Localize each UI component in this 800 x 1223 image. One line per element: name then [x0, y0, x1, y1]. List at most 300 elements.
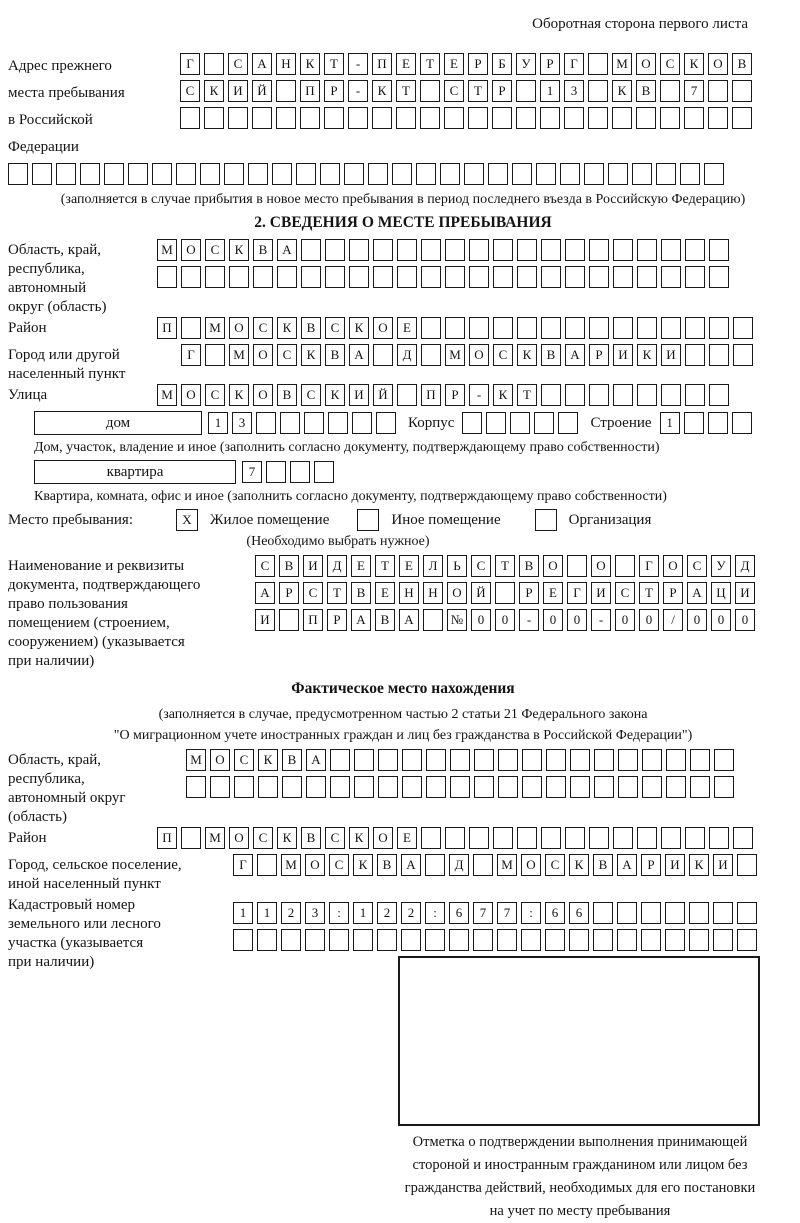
- char-box[interactable]: [104, 163, 124, 185]
- char-box[interactable]: [689, 902, 709, 924]
- char-box[interactable]: [589, 384, 609, 406]
- char-box[interactable]: [689, 929, 709, 951]
- char-box[interactable]: [32, 163, 52, 185]
- char-box[interactable]: [546, 749, 566, 771]
- char-box[interactable]: 0: [687, 609, 707, 631]
- char-box[interactable]: Е: [543, 582, 563, 604]
- char-box[interactable]: К: [349, 317, 369, 339]
- char-box[interactable]: [661, 827, 681, 849]
- char-box[interactable]: Е: [444, 53, 464, 75]
- char-box[interactable]: [252, 107, 272, 129]
- char-box[interactable]: О: [181, 384, 201, 406]
- char-box[interactable]: [661, 239, 681, 261]
- char-box[interactable]: [426, 776, 446, 798]
- char-box[interactable]: [445, 239, 465, 261]
- char-box[interactable]: [423, 609, 443, 631]
- char-box[interactable]: 7: [497, 902, 517, 924]
- char-box[interactable]: [685, 344, 705, 366]
- char-box[interactable]: С: [660, 53, 680, 75]
- char-box[interactable]: [516, 107, 536, 129]
- char-box[interactable]: [462, 412, 482, 434]
- char-box[interactable]: О: [305, 854, 325, 876]
- char-box[interactable]: С: [329, 854, 349, 876]
- char-box[interactable]: А: [401, 854, 421, 876]
- char-box[interactable]: [492, 107, 512, 129]
- char-box[interactable]: [421, 266, 441, 288]
- char-box[interactable]: [368, 163, 388, 185]
- char-box[interactable]: [344, 163, 364, 185]
- char-box[interactable]: [181, 317, 201, 339]
- char-box[interactable]: К: [277, 827, 297, 849]
- char-box[interactable]: [641, 929, 661, 951]
- char-box[interactable]: [493, 266, 513, 288]
- char-box[interactable]: К: [229, 384, 249, 406]
- char-box[interactable]: [402, 776, 422, 798]
- char-box[interactable]: [181, 266, 201, 288]
- char-box[interactable]: [474, 776, 494, 798]
- char-box[interactable]: [425, 929, 445, 951]
- char-box[interactable]: К: [637, 344, 657, 366]
- char-box[interactable]: Р: [589, 344, 609, 366]
- char-box[interactable]: [546, 776, 566, 798]
- char-box[interactable]: [690, 749, 710, 771]
- char-box[interactable]: -: [348, 53, 368, 75]
- char-box[interactable]: [558, 412, 578, 434]
- char-box[interactable]: [594, 749, 614, 771]
- char-box[interactable]: [656, 163, 676, 185]
- char-box[interactable]: [397, 239, 417, 261]
- char-box[interactable]: [510, 412, 530, 434]
- char-box[interactable]: [608, 163, 628, 185]
- char-box[interactable]: [685, 827, 705, 849]
- char-box[interactable]: [200, 163, 220, 185]
- char-box[interactable]: 2: [377, 902, 397, 924]
- char-box[interactable]: С: [255, 555, 275, 577]
- char-box[interactable]: У: [711, 555, 731, 577]
- char-box[interactable]: [229, 266, 249, 288]
- char-box[interactable]: [282, 776, 302, 798]
- char-box[interactable]: [498, 776, 518, 798]
- char-box[interactable]: [256, 412, 276, 434]
- char-box[interactable]: [541, 317, 561, 339]
- char-box[interactable]: 3: [305, 902, 325, 924]
- char-box[interactable]: В: [253, 239, 273, 261]
- char-box[interactable]: [714, 749, 734, 771]
- char-box[interactable]: Е: [351, 555, 371, 577]
- char-box[interactable]: [328, 412, 348, 434]
- char-box[interactable]: [666, 749, 686, 771]
- char-box[interactable]: [204, 53, 224, 75]
- char-box[interactable]: [204, 107, 224, 129]
- char-box[interactable]: Т: [517, 384, 537, 406]
- char-box[interactable]: [352, 412, 372, 434]
- char-box[interactable]: [541, 266, 561, 288]
- char-box[interactable]: Н: [276, 53, 296, 75]
- char-box[interactable]: [324, 107, 344, 129]
- char-box[interactable]: [445, 317, 465, 339]
- char-box[interactable]: [392, 163, 412, 185]
- char-box[interactable]: [353, 929, 373, 951]
- char-box[interactable]: О: [708, 53, 728, 75]
- char-box[interactable]: [401, 929, 421, 951]
- char-box[interactable]: Д: [449, 854, 469, 876]
- char-box[interactable]: [330, 776, 350, 798]
- char-box[interactable]: К: [300, 53, 320, 75]
- char-box[interactable]: [665, 929, 685, 951]
- char-box[interactable]: Д: [735, 555, 755, 577]
- char-box[interactable]: К: [258, 749, 278, 771]
- char-box[interactable]: [589, 827, 609, 849]
- char-box[interactable]: В: [377, 854, 397, 876]
- char-box[interactable]: [445, 266, 465, 288]
- char-box[interactable]: [615, 555, 635, 577]
- char-box[interactable]: [733, 317, 753, 339]
- char-box[interactable]: М: [205, 317, 225, 339]
- char-box[interactable]: [588, 80, 608, 102]
- char-box[interactable]: [205, 266, 225, 288]
- char-box[interactable]: /: [663, 609, 683, 631]
- char-box[interactable]: К: [301, 344, 321, 366]
- char-box[interactable]: [266, 461, 286, 483]
- char-box[interactable]: [617, 929, 637, 951]
- char-box[interactable]: А: [687, 582, 707, 604]
- char-box[interactable]: П: [300, 80, 320, 102]
- char-box[interactable]: [737, 854, 757, 876]
- char-box[interactable]: Т: [495, 555, 515, 577]
- char-box[interactable]: [420, 80, 440, 102]
- char-box[interactable]: [421, 344, 441, 366]
- char-box[interactable]: 1: [257, 902, 277, 924]
- char-box[interactable]: 1: [208, 412, 228, 434]
- char-box[interactable]: С: [325, 827, 345, 849]
- char-box[interactable]: М: [186, 749, 206, 771]
- char-box[interactable]: Н: [399, 582, 419, 604]
- char-box[interactable]: [522, 749, 542, 771]
- char-box[interactable]: [642, 776, 662, 798]
- char-box[interactable]: [570, 749, 590, 771]
- char-box[interactable]: [565, 827, 585, 849]
- char-box[interactable]: [272, 163, 292, 185]
- char-box[interactable]: [276, 80, 296, 102]
- char-box[interactable]: [290, 461, 310, 483]
- char-box[interactable]: [450, 749, 470, 771]
- char-box[interactable]: К: [517, 344, 537, 366]
- char-box[interactable]: [498, 749, 518, 771]
- char-box[interactable]: 3: [564, 80, 584, 102]
- char-box[interactable]: В: [375, 609, 395, 631]
- char-box[interactable]: Р: [468, 53, 488, 75]
- char-box[interactable]: В: [732, 53, 752, 75]
- char-box[interactable]: А: [349, 344, 369, 366]
- char-box[interactable]: Р: [327, 609, 347, 631]
- char-box[interactable]: О: [521, 854, 541, 876]
- char-box[interactable]: Е: [397, 827, 417, 849]
- char-box[interactable]: Б: [492, 53, 512, 75]
- char-box[interactable]: [709, 317, 729, 339]
- char-box[interactable]: 1: [233, 902, 253, 924]
- char-box[interactable]: С: [615, 582, 635, 604]
- char-box[interactable]: [704, 163, 724, 185]
- char-box[interactable]: М: [281, 854, 301, 876]
- char-box[interactable]: [613, 239, 633, 261]
- char-box[interactable]: [493, 239, 513, 261]
- char-box[interactable]: В: [301, 317, 321, 339]
- char-box[interactable]: Й: [471, 582, 491, 604]
- char-box[interactable]: К: [349, 827, 369, 849]
- char-box[interactable]: Г: [639, 555, 659, 577]
- char-box[interactable]: П: [372, 53, 392, 75]
- char-box[interactable]: Р: [641, 854, 661, 876]
- char-box[interactable]: [709, 239, 729, 261]
- char-box[interactable]: [186, 776, 206, 798]
- char-box[interactable]: [584, 163, 604, 185]
- char-box[interactable]: С: [687, 555, 707, 577]
- char-box[interactable]: Т: [420, 53, 440, 75]
- char-box[interactable]: [733, 344, 753, 366]
- char-box[interactable]: [257, 854, 277, 876]
- char-box[interactable]: С: [205, 384, 225, 406]
- char-box[interactable]: [565, 239, 585, 261]
- char-box[interactable]: [732, 107, 752, 129]
- char-box[interactable]: [306, 776, 326, 798]
- char-box[interactable]: [593, 902, 613, 924]
- char-box[interactable]: 0: [471, 609, 491, 631]
- char-box[interactable]: С: [493, 344, 513, 366]
- char-box[interactable]: [354, 749, 374, 771]
- char-box[interactable]: [372, 107, 392, 129]
- char-box[interactable]: [402, 749, 422, 771]
- char-box[interactable]: О: [636, 53, 656, 75]
- char-box[interactable]: [444, 107, 464, 129]
- char-box[interactable]: [613, 384, 633, 406]
- char-box[interactable]: Ь: [447, 555, 467, 577]
- char-box[interactable]: [445, 827, 465, 849]
- char-box[interactable]: С: [303, 582, 323, 604]
- char-box[interactable]: А: [617, 854, 637, 876]
- char-box[interactable]: 0: [615, 609, 635, 631]
- char-box[interactable]: [541, 239, 561, 261]
- char-box[interactable]: [469, 239, 489, 261]
- char-box[interactable]: [564, 107, 584, 129]
- char-box[interactable]: [517, 239, 537, 261]
- char-box[interactable]: №: [447, 609, 467, 631]
- char-box[interactable]: [565, 384, 585, 406]
- char-box[interactable]: М: [229, 344, 249, 366]
- char-box[interactable]: [305, 929, 325, 951]
- char-box[interactable]: И: [713, 854, 733, 876]
- char-box[interactable]: Е: [396, 53, 416, 75]
- char-box[interactable]: [565, 317, 585, 339]
- char-box[interactable]: [618, 776, 638, 798]
- char-box[interactable]: А: [351, 609, 371, 631]
- char-box[interactable]: [708, 80, 728, 102]
- char-box[interactable]: [637, 239, 657, 261]
- char-box[interactable]: [248, 163, 268, 185]
- char-box[interactable]: [560, 163, 580, 185]
- char-box[interactable]: [594, 776, 614, 798]
- char-box[interactable]: [378, 749, 398, 771]
- char-box[interactable]: 1: [353, 902, 373, 924]
- char-box[interactable]: [732, 80, 752, 102]
- char-box[interactable]: [416, 163, 436, 185]
- char-box[interactable]: Г: [233, 854, 253, 876]
- char-box[interactable]: [709, 827, 729, 849]
- char-box[interactable]: С: [444, 80, 464, 102]
- char-box[interactable]: [618, 749, 638, 771]
- char-box[interactable]: [473, 929, 493, 951]
- char-box[interactable]: А: [399, 609, 419, 631]
- char-box[interactable]: Р: [324, 80, 344, 102]
- char-box[interactable]: [713, 902, 733, 924]
- char-box[interactable]: [685, 384, 705, 406]
- char-box[interactable]: Р: [492, 80, 512, 102]
- char-box[interactable]: [613, 266, 633, 288]
- char-box[interactable]: А: [565, 344, 585, 366]
- char-box[interactable]: Т: [375, 555, 395, 577]
- char-box[interactable]: [708, 412, 728, 434]
- char-box[interactable]: О: [229, 827, 249, 849]
- char-box[interactable]: 2: [281, 902, 301, 924]
- char-box[interactable]: :: [329, 902, 349, 924]
- char-box[interactable]: В: [325, 344, 345, 366]
- char-box[interactable]: [690, 776, 710, 798]
- char-box[interactable]: [320, 163, 340, 185]
- char-box[interactable]: И: [613, 344, 633, 366]
- char-box[interactable]: [661, 266, 681, 288]
- char-box[interactable]: В: [282, 749, 302, 771]
- char-box[interactable]: [534, 412, 554, 434]
- char-box[interactable]: П: [303, 609, 323, 631]
- char-box[interactable]: Ц: [711, 582, 731, 604]
- char-box[interactable]: В: [351, 582, 371, 604]
- char-box[interactable]: В: [519, 555, 539, 577]
- char-box[interactable]: [588, 53, 608, 75]
- char-box[interactable]: [637, 317, 657, 339]
- char-box[interactable]: [396, 107, 416, 129]
- char-box[interactable]: Й: [373, 384, 393, 406]
- char-box[interactable]: [536, 163, 556, 185]
- char-box[interactable]: К: [353, 854, 373, 876]
- char-box[interactable]: С: [253, 827, 273, 849]
- char-box[interactable]: [685, 239, 705, 261]
- char-box[interactable]: О: [543, 555, 563, 577]
- char-box[interactable]: О: [253, 344, 273, 366]
- char-box[interactable]: Е: [397, 317, 417, 339]
- char-box[interactable]: [637, 384, 657, 406]
- char-box[interactable]: [637, 827, 657, 849]
- char-box[interactable]: Г: [567, 582, 587, 604]
- char-box[interactable]: [314, 461, 334, 483]
- char-box[interactable]: А: [252, 53, 272, 75]
- char-box[interactable]: [450, 776, 470, 798]
- char-box[interactable]: [397, 266, 417, 288]
- char-box[interactable]: Р: [445, 384, 465, 406]
- char-box[interactable]: Г: [564, 53, 584, 75]
- char-box[interactable]: [228, 107, 248, 129]
- char-box[interactable]: [613, 827, 633, 849]
- char-box[interactable]: [709, 266, 729, 288]
- char-box[interactable]: М: [157, 239, 177, 261]
- char-box[interactable]: О: [373, 827, 393, 849]
- char-box[interactable]: [304, 412, 324, 434]
- char-box[interactable]: [541, 384, 561, 406]
- char-box[interactable]: М: [445, 344, 465, 366]
- char-box[interactable]: С: [545, 854, 565, 876]
- char-box[interactable]: [665, 902, 685, 924]
- char-box[interactable]: :: [425, 902, 445, 924]
- char-box[interactable]: [493, 827, 513, 849]
- char-box[interactable]: [497, 929, 517, 951]
- char-box[interactable]: [565, 266, 585, 288]
- char-box[interactable]: [589, 239, 609, 261]
- char-box[interactable]: 7: [684, 80, 704, 102]
- char-box[interactable]: 1: [540, 80, 560, 102]
- char-box[interactable]: 7: [473, 902, 493, 924]
- char-box[interactable]: [685, 317, 705, 339]
- char-box[interactable]: А: [255, 582, 275, 604]
- char-box[interactable]: К: [204, 80, 224, 102]
- char-box[interactable]: [253, 266, 273, 288]
- char-box[interactable]: Г: [180, 53, 200, 75]
- char-box[interactable]: [661, 317, 681, 339]
- char-box[interactable]: И: [349, 384, 369, 406]
- char-box[interactable]: Т: [396, 80, 416, 102]
- char-box[interactable]: [330, 749, 350, 771]
- char-box[interactable]: 0: [639, 609, 659, 631]
- char-box[interactable]: 3: [232, 412, 252, 434]
- char-box[interactable]: [128, 163, 148, 185]
- char-box[interactable]: :: [521, 902, 541, 924]
- char-box[interactable]: П: [157, 827, 177, 849]
- char-box[interactable]: Й: [252, 80, 272, 102]
- char-box[interactable]: [348, 107, 368, 129]
- char-box[interactable]: [685, 266, 705, 288]
- char-box[interactable]: В: [277, 384, 297, 406]
- char-box[interactable]: [512, 163, 532, 185]
- char-box[interactable]: [56, 163, 76, 185]
- char-box[interactable]: [713, 929, 733, 951]
- char-box[interactable]: К: [325, 384, 345, 406]
- char-box[interactable]: [8, 163, 28, 185]
- char-box[interactable]: -: [348, 80, 368, 102]
- char-box[interactable]: [637, 266, 657, 288]
- char-box[interactable]: [354, 776, 374, 798]
- char-box[interactable]: [708, 107, 728, 129]
- char-box[interactable]: [522, 776, 542, 798]
- char-box[interactable]: 0: [735, 609, 755, 631]
- char-box[interactable]: [570, 776, 590, 798]
- char-box[interactable]: О: [469, 344, 489, 366]
- char-box[interactable]: П: [157, 317, 177, 339]
- char-box[interactable]: [641, 902, 661, 924]
- char-box[interactable]: [589, 266, 609, 288]
- char-box[interactable]: М: [497, 854, 517, 876]
- char-box[interactable]: П: [421, 384, 441, 406]
- inoe-pomeshchenie-checkbox[interactable]: [357, 509, 379, 531]
- char-box[interactable]: [593, 929, 613, 951]
- char-box[interactable]: [258, 776, 278, 798]
- char-box[interactable]: [680, 163, 700, 185]
- char-box[interactable]: К: [569, 854, 589, 876]
- char-box[interactable]: [464, 163, 484, 185]
- char-box[interactable]: И: [303, 555, 323, 577]
- char-box[interactable]: [373, 239, 393, 261]
- char-box[interactable]: [157, 266, 177, 288]
- char-box[interactable]: К: [684, 53, 704, 75]
- char-box[interactable]: [517, 266, 537, 288]
- char-box[interactable]: [376, 412, 396, 434]
- char-box[interactable]: [541, 827, 561, 849]
